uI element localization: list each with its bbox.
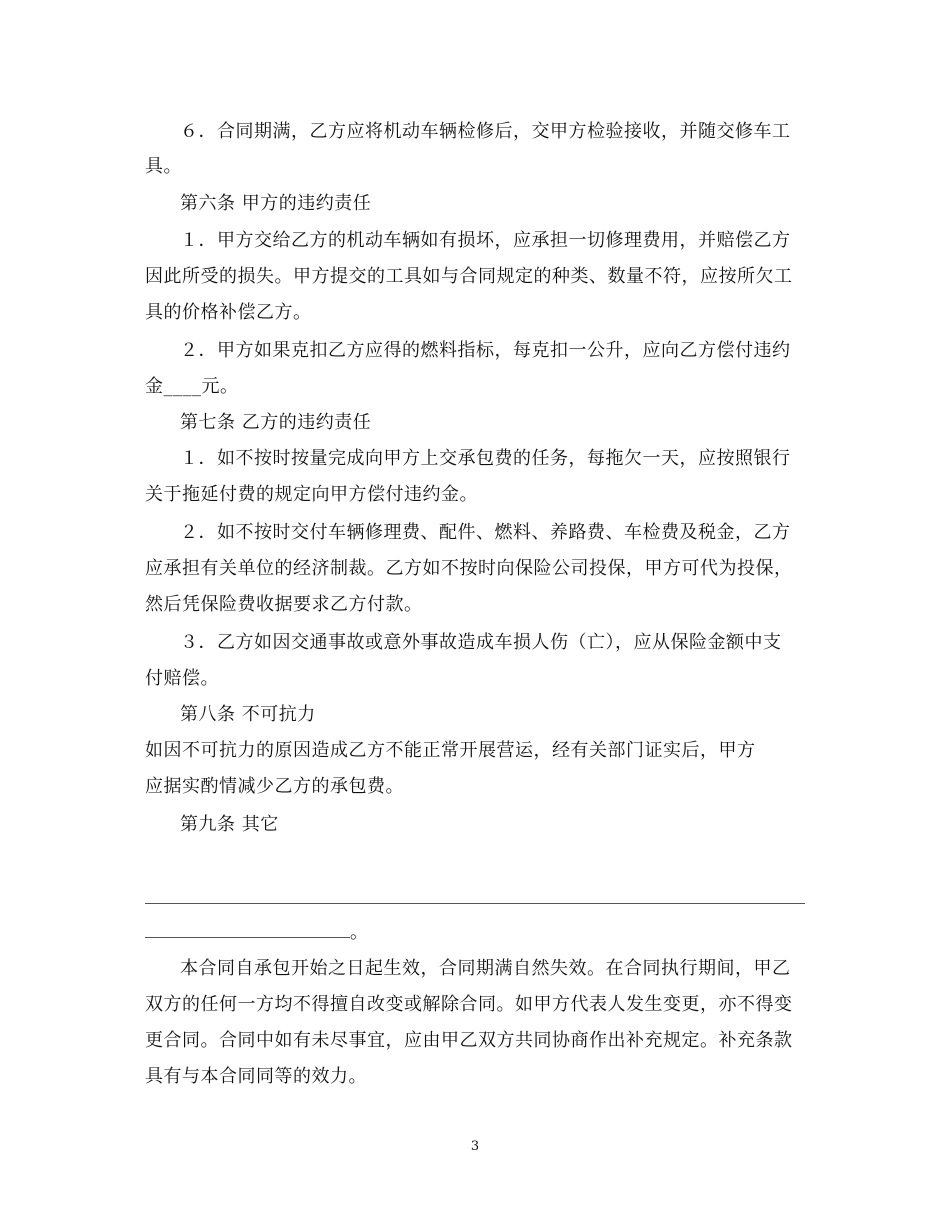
paragraph-line: 关于拖延付费的规定向甲方偿付违约金。 (145, 484, 478, 505)
page-number: 3 (470, 1139, 480, 1154)
paragraph-line: １．如不按时按量完成向甲方上交承包费的任务，每拖欠一天，应按照银行 (180, 448, 791, 469)
paragraph-line: 应据实酌情减少乙方的承包费。 (145, 776, 404, 797)
paragraph-line: 具的价格补偿乙方。 (145, 302, 312, 323)
paragraph-line: 具有与本合同同等的效力。 (145, 1066, 367, 1087)
paragraph-line: 付赔偿。 (145, 668, 219, 689)
fill-in-blank-line (145, 903, 805, 904)
paragraph-line: 更合同。合同中如有未尽事宜，应由甲乙双方共同协商作出补充规定。补充条款 (145, 1030, 793, 1051)
article-heading: 第八条 不可抗力 (180, 704, 316, 725)
paragraph-line: ２．甲方如果克扣乙方应得的燃料指标，每克扣一公升，应向乙方偿付违约 (180, 340, 791, 361)
paragraph-line: ２．如不按时交付车辆修理费、配件、燃料、养路费、车检费及税金，乙方 (180, 522, 791, 543)
article-heading: 第七条 乙方的违约责任 (180, 412, 372, 433)
fill-in-blank-line (145, 937, 350, 938)
paragraph-line: 应承担有关单位的经济制裁。乙方如不按时向保险公司投保，甲方可代为投保， (145, 558, 793, 579)
paragraph-line: ６．合同期满，乙方应将机动车辆检修后，交甲方检验接收，并随交修车工 (180, 121, 791, 142)
paragraph-line: 因此所受的损失。甲方提交的工具如与合同规定的种类、数量不符，应按所欠工 (145, 266, 793, 287)
paragraph-line: 双方的任何一方均不得擅自改变或解除合同。如甲方代表人发生变更，亦不得变 (145, 994, 793, 1015)
paragraph-line: 具。 (145, 156, 182, 177)
period-mark: 。 (350, 922, 369, 943)
paragraph-line: 本合同自承包开始之日起生效，合同期满自然失效。在合同执行期间，甲乙 (180, 958, 791, 979)
paragraph-line: ３．乙方如因交通事故或意外事故造成车损人伤（亡），应从保险金额中支 (180, 632, 782, 653)
paragraph-line: 如因不可抗力的原因造成乙方不能正常开展营运，经有关部门证实后，甲方 (145, 740, 756, 761)
paragraph-line: １．甲方交给乙方的机动车辆如有损坏，应承担一切修理费用，并赔偿乙方 (180, 230, 791, 251)
paragraph-line: 然后凭保险费收据要求乙方付款。 (145, 594, 423, 615)
article-heading: 第九条 其它 (180, 814, 279, 835)
article-heading: 第六条 甲方的违约责任 (180, 193, 372, 214)
paragraph-line: 金____元。 (145, 376, 239, 397)
